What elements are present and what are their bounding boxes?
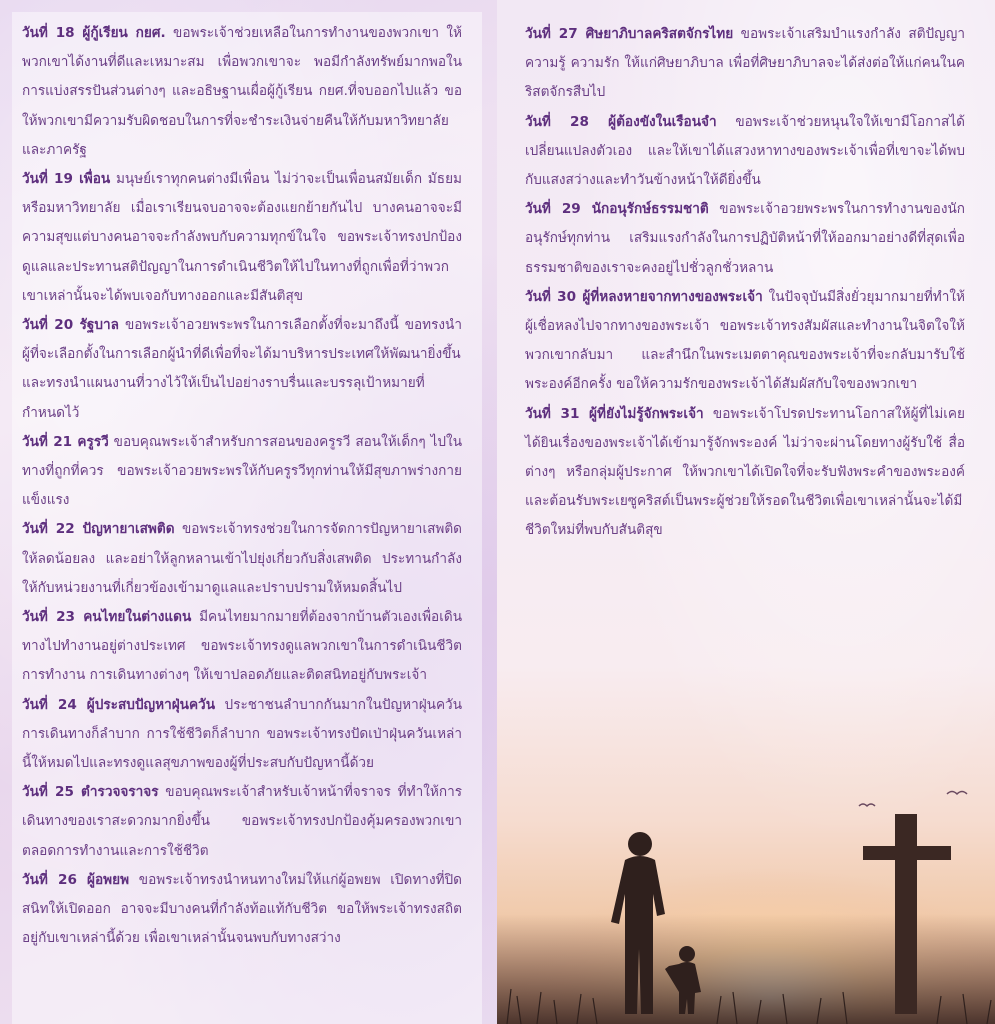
- prayer-entry: [22, 603, 462, 691]
- entry-heading: วันที่ 24 ผู้ประสบปัญหาฝุ่นควัน: [22, 696, 215, 713]
- left-text-column: [22, 19, 462, 954]
- entry-text: ขอบคุณพระเจ้าสำหรับการสอนของครูรวี สอนให้เด็กๆ ไปในทางที่ถูกที่ควร ขอพระเจ้าอวยพระพรให้กับครูรวีทุกท่านให้มีสุขภาพร่างกายแข็งแรง: [22, 433, 462, 509]
- prayer-entry: [22, 311, 462, 428]
- prayer-entry: [22, 778, 462, 866]
- prayer-entry: [22, 691, 462, 779]
- entry-heading: วันที่ 27 ศิษยาภิบาลคริสตจักรไทย: [525, 26, 734, 42]
- entry-heading: วันที่ 21 ครูรวี: [22, 433, 109, 450]
- entry-heading: วันที่ 19 เพื่อน: [22, 171, 111, 188]
- entry-heading: วันที่ 31 ผู้ที่ยังไม่รู้จักพระเจ้า: [525, 405, 704, 422]
- right-text-column: [525, 20, 965, 546]
- entry-text: ขอพระเจ้าโปรดประทานโอกาสให้ผู้ที่ไม่เคยได้ยินเรื่องของพระเจ้าได้เข้ามารู้จักพระองค์ ไม่ว่าจะผ่านโดยทางผู้รับใช้ สื่อต่างๆ หรือกลุ่มผู้ประกาศ ให้พวกเขาได้เปิดใจที่จะรับฟังพระคำของพระองค์และต้อนรับพระเยซูคริสต์เป็นพระผู้ช่วยให้รอดในชีวิตเพื่อเขาเหล่านั้นจะได้มีชีวิตใหม่ที่พบกับสันติสุข: [525, 405, 965, 539]
- entry-heading: วันที่ 25 ตำรวจจราจร: [22, 784, 159, 801]
- entry-heading: วันที่ 22 ปัญหายาเสพติด: [22, 521, 175, 538]
- prayer-entry: [525, 195, 965, 283]
- entry-text: ขอบคุณพระเจ้าสำหรับเจ้าหน้าที่จราจร ที่ทำให้การเดินทางของเราสะดวกมากยิ่งขึ้น ขอพระเจ้าทรงปกป้องคุ้มครองพวกเขาตลอดการทำงานและการใช้ชีวิต: [22, 784, 462, 859]
- entry-text: ประชาชนลำบากกันมากในปัญหาฝุ่นควัน การเดินทางก็ลำบาก การใช้ชีวิตก็ลำบาก ขอพระเจ้าทรงปัดเป่าฝุ่นควันเหล่านี้ให้หมดไปและทรงดูแลสุขภาพของผู้ที่ประสบกับปัญหานี้ด้วย: [22, 696, 462, 772]
- entry-heading: วันที่ 20 รัฐบาล: [22, 317, 119, 334]
- prayer-entry: [22, 866, 462, 954]
- prayer-entry: [22, 19, 462, 165]
- entry-text: ขอพระเจ้าช่วยหนุนใจให้เขามีโอกาสได้เปลี่ยนแปลงตัวเอง และให้เขาได้แสวงหาทางของพระเจ้าเพื่อที่เขาจะได้พบกับแสงสว่างและทำวันข้างหน้าให้ดียิ่งขึ้น: [525, 113, 966, 189]
- sunset-cross-silhouette-icon: [497, 764, 995, 1024]
- entry-text: ขอพระเจ้าช่วยเหลือในการทำงานของพวกเขา ให้พวกเขาได้งานที่ดีและเหมาะสม เพื่อพวกเขาจะ พอมีกำลังทรัพย์มากพอในการแบ่งสรรปันส่วนต่างๆ และอธิษฐานเผื่อผู้กู้เรียน กยศ.ที่จบออกไปแล้ว ขอให้พวกเขามีความรับผิดชอบในการที่จะชำระเงินจ่ายคืนให้กับมหาวิทยาลัยและภาครัฐ: [22, 25, 462, 158]
- prayer-entry: [525, 20, 965, 108]
- prayer-entry: [22, 428, 462, 516]
- entry-heading: วันที่ 29 นักอนุรักษ์ธรรมชาติ: [525, 201, 709, 218]
- ground-shadow: [497, 914, 995, 1024]
- prayer-entry: [525, 400, 965, 546]
- entry-text: มนุษย์เราทุกคนต่างมีเพื่อน ไม่ว่าจะเป็นเพื่อนสมัยเด็ก มัธยม หรือมหาวิทยาลัย เมื่อเราเรียนจบอาจจะต้องแยกย้ายกันไป บางคนอาจจะมีความสุขแต่บางคนอาจจะกำลังพบกับความทุกข์ในใจ ขอพระเจ้าทรงปกป้องดูแลและประทานสติปัญญาในการดำเนินชีวิตให้ไปในทางที่ถูกเพื่อที่ว่าพวกเขาเหล่านั้นจะได้พบเจอกับทางออกและมีสันติสุข: [22, 171, 462, 304]
- entry-heading: วันที่ 30 ผู้ที่หลงหายจากทางของพระเจ้า: [525, 288, 763, 305]
- prayer-entry: [525, 108, 965, 196]
- prayer-entry: [525, 283, 965, 400]
- entry-heading: วันที่ 23 คนไทยในต่างแดน: [22, 609, 192, 626]
- entry-text: มีคนไทยมากมายที่ต้องจากบ้านตัวเองเพื่อเดินทางไปทำงานอยู่ต่างประเทศ ขอพระเจ้าทรงดูแลพวกเขาในการดำเนินชีวิต การทำงาน การเดินทางต่างๆ ให้เขาปลอดภัยและติดสนิทอยู่กับพระเจ้า: [22, 609, 462, 684]
- entry-heading: วันที่ 28 ผู้ต้องขังในเรือนจำ: [525, 113, 717, 130]
- prayer-entry: [22, 515, 462, 603]
- entry-text: ขอพระเจ้าทรงนำหนทางใหม่ให้แก่ผู้อพยพ เปิดทางที่ปิดสนิทให้เปิดออก อาจจะมีบางคนที่กำลังท้อแท้กับชีวิต ขอให้พระเจ้าทรงสถิตอยู่กับเขาเหล่านี้ด้วย เพื่อเขาเหล่านั้นจนพบกับทางสว่าง: [22, 871, 462, 947]
- entry-text: ขอพระเจ้าอวยพระพรในการทำงานของนักอนุรักษ์ทุกท่าน เสริมแรงกำลังในการปฏิบัติหน้าที่ให้ออกมาอย่างดีที่สุดเพื่อธรรมชาติของเราจะคงอยู่ไปชั่วลูกชั่วหลาน: [525, 201, 965, 276]
- entry-text: ขอพระเจ้าทรงช่วยในการจัดการปัญหายาเสพติดให้ลดน้อยลง และอย่าให้ลูกหลานเข้าไปยุ่งเกี่ยวกับสิ่งเสพติด ประทานกำลังให้กับหน่วยงานที่เกี่ยวข้องเข้ามาดูแลและปราบปรามให้หมดสิ้นไป: [22, 521, 463, 596]
- entry-heading: วันที่ 18 ผู้กู้เรียน กยศ.: [22, 25, 166, 41]
- prayer-entry: [22, 165, 462, 311]
- entry-text: ขอพระเจ้าอวยพระพรในการเลือกตั้งที่จะมาถึงนี้ ขอทรงนำผู้ที่จะเลือกตั้งในการเลือกผู้นำที่ดีเพื่อที่จะได้มาบริหารประเทศให้พัฒนายิ่งขึ้น และทรงนำแผนงานที่วางไว้ให้เป็นไปอย่างราบรื่นและบรรลุเป้าหมายที่กำหนดไว้: [22, 317, 462, 421]
- right-panel: [497, 0, 995, 1024]
- entry-text: ขอพระเจ้าเสริมบำแรงกำลัง สติปัญญา ความรู้ ความรัก ให้แก่ศิษยาภิบาล เพื่อที่ศิษยาภิบาลจะได้ส่งต่อให้แก่คนในคริสตจักรสืบไป: [525, 26, 965, 101]
- left-panel: [0, 0, 497, 1024]
- entry-text: ในปัจจุบันมีสิ่งยั่วยุมากมายที่ทำให้ผู้เชื่อหลงไปจากทางของพระเจ้า ขอพระเจ้าทรงสัมผัสและทำงานในจิตใจให้พวกเขากลับมา และสำนึกในพระเมตตาคุณของพระเจ้าที่จะกลับมารับใช้พระองค์อีกครั้ง ขอให้ความรักของพระเจ้าได้สัมผัสกับใจของพวกเขา: [525, 288, 965, 393]
- entry-heading: วันที่ 26 ผู้อพยพ: [22, 871, 130, 888]
